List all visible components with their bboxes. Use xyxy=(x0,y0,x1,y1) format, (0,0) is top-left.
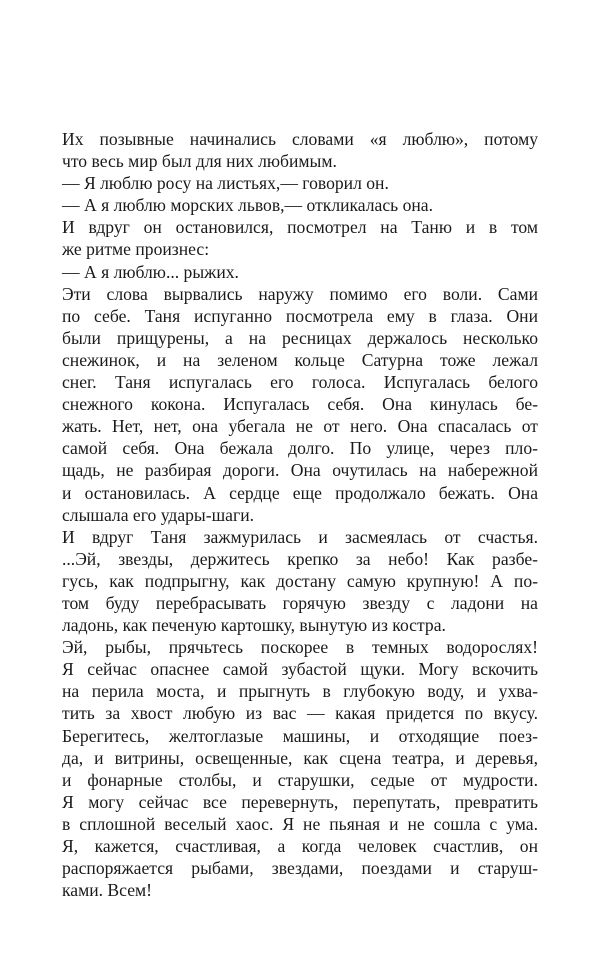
text-line: что весь мир был для них любимым. xyxy=(62,151,337,172)
text-line: снег. Таня испугалась его голоса. Испугалась белого xyxy=(62,372,538,393)
text-line: — А я люблю морских львов,— откликалась она. xyxy=(62,195,434,216)
text-line: слышала его удары-шаги. xyxy=(62,504,255,525)
text-line: же ритме произнес: xyxy=(62,239,210,260)
text-line: ...Эй, звезды, держитесь крепко за небо! Как разбе- xyxy=(62,548,538,569)
text-line: по себе. Таня испуганно посмотрела ему в глаза. Они xyxy=(62,305,538,326)
text-line: Я могу сейчас все перевернуть, перепутать, превратить xyxy=(62,791,538,812)
text-line: и остановилась. А сердце еще продолжало бежать. Она xyxy=(62,482,538,503)
text-line: на перила моста, и прыгнуть в глубокую воду, и ухва- xyxy=(62,681,538,702)
text-line: тить за хвост любую из вас — какая придется по вкусу. xyxy=(62,703,538,724)
text-line: ладонь, как печеную картошку, вынутую из костра. xyxy=(62,615,446,636)
text-line: И вдруг Таня зажмурилась и засмеялась от счастья. xyxy=(62,526,538,547)
text-line: том буду перебрасывать горячую звезду с ладони на xyxy=(62,592,538,613)
text-line: да, и витрины, освещенные, как сцена театра, и деревья, xyxy=(62,747,538,768)
text-line: были прищурены, а на ресницах держалось несколько xyxy=(62,327,538,348)
text-line: Эй, рыбы, прячьтесь поскорее в темных водорослях! xyxy=(62,637,538,658)
text-line: жать. Нет, нет, она убегала не от него. Она спасалась от xyxy=(62,416,538,437)
text-line: И вдруг он остановился, посмотрел на Таню и в том xyxy=(62,217,538,238)
text-line: снежного кокона. Испугалась себя. Она кинулась бе- xyxy=(62,394,538,415)
text-line: Берегитесь, желтоглазые машины, и отходящие поез- xyxy=(62,725,538,746)
text-line: ками. Всем! xyxy=(62,880,152,901)
book-page-text xyxy=(62,128,538,901)
text-line: щадь, не разбирая дороги. Она очутилась на набережной xyxy=(62,460,538,481)
text-line: Эти слова вырвались наружу помимо его воли. Сами xyxy=(62,283,538,304)
text-line: снежинок, и на зеленом кольце Сатурна тоже лежал xyxy=(62,349,538,370)
text-line: и фонарные столбы, и старушки, седые от мудрости. xyxy=(62,769,538,790)
text-line: распоряжается рыбами, звездами, поездами и старуш- xyxy=(62,858,538,879)
text-line: Их позывные начинались словами «я люблю», потому xyxy=(62,129,538,149)
text-line: гусь, как подпрыгну, как достану самую крупную! А по- xyxy=(62,570,538,591)
text-line: в сплошной веселый хаос. Я не пьяная и не сошла с ума. xyxy=(62,813,538,834)
text-line: Я, кажется, счастливая, а когда человек счастлив, он xyxy=(62,836,538,856)
text-line: — Я люблю росу на листьях,— говорил он. xyxy=(62,173,389,194)
text-line: Я сейчас опаснее самой зубастой щуки. Могу вскочить xyxy=(62,659,538,680)
text-line: — А я люблю... рыжих. xyxy=(62,261,239,282)
text-line: самой себя. Она бежала долго. По улице, через пло- xyxy=(62,438,538,459)
